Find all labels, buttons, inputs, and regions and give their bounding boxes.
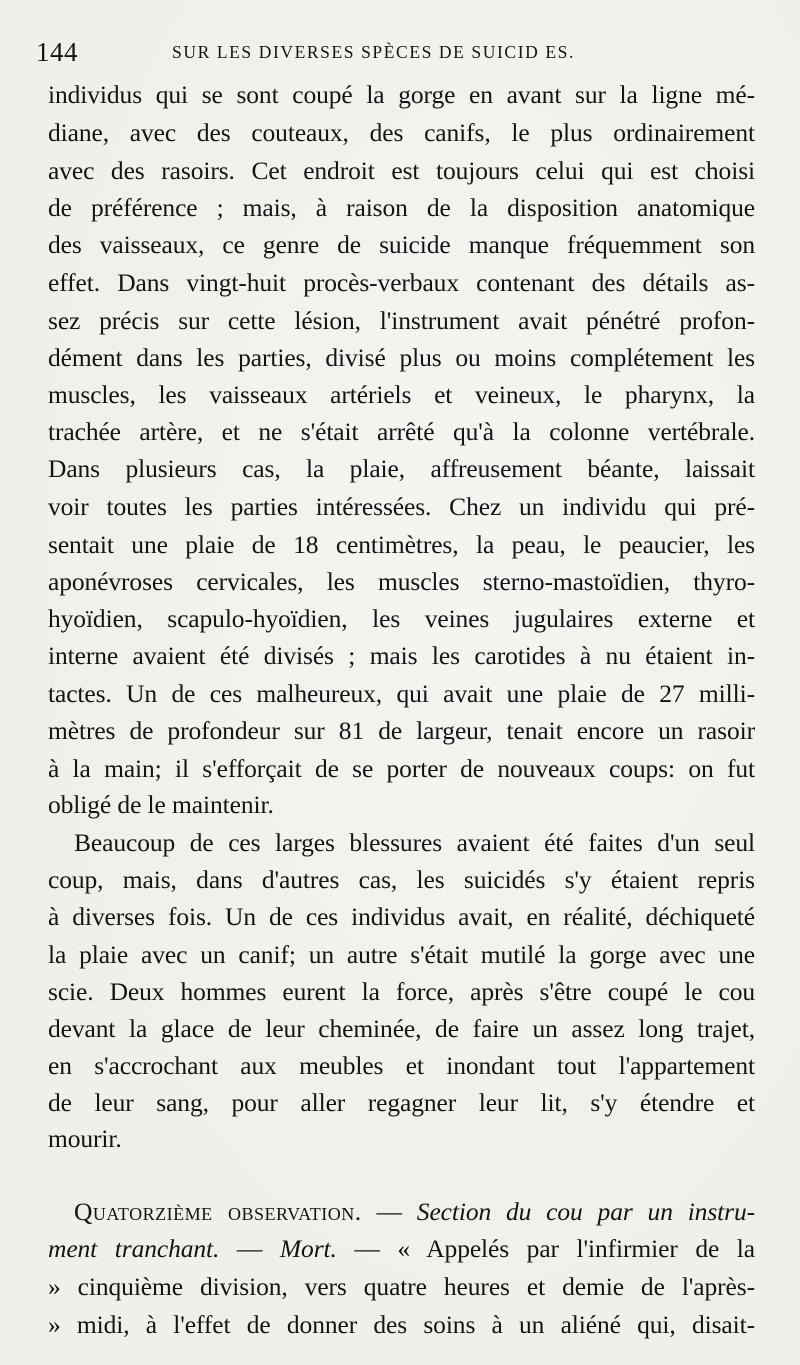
text-line: trachée artère, et ne s'était arrêté qu'à la colonne vertébrale. [48, 417, 755, 446]
page-header [36, 36, 756, 72]
text-line: sentait une plaie de 18 centimètres, la peau, le peaucier, les [48, 530, 755, 559]
text-line: effet. Dans vingt-huit procès-verbaux contenant des détails as- [48, 268, 755, 297]
text-line: voir toutes les parties intéressées. Chez un individu qui pré- [48, 492, 755, 521]
text-line: aponévroses cervicales, les muscles sterno-mastoïdien, thyro- [48, 567, 755, 596]
text-line: à la main; il s'efforçait de se porter de nouveaux coups: on fut [48, 754, 755, 783]
text-line: sez précis sur cette lésion, l'instrument avait pénétré profon- [48, 306, 755, 335]
text-line: muscles, les vaisseaux artériels et veineux, le pharynx, la [48, 380, 755, 409]
text-line: à diverses fois. Un de ces individus avait, en réalité, déchiqueté [48, 902, 755, 931]
observation-line-2: ment tranchant. — Mort. — « Appelés par l'infirmier de la [48, 1234, 756, 1263]
text-line: coup, mais, dans d'autres cas, les suicidés s'y étaient repris [48, 865, 755, 894]
text-line: dément dans les parties, divisé plus ou moins complétement les [48, 343, 755, 372]
text-line: Dans plusieurs cas, la plaie, affreusement béante, laissait [48, 454, 755, 483]
text-line: diane, avec des couteaux, des canifs, le plus ordinairement [48, 118, 755, 147]
text-line: de leur sang, pour aller regagner leur lit, s'y étendre et [48, 1088, 755, 1117]
text-line: » cinquième division, vers quatre heures et demie de l'après- [48, 1272, 755, 1301]
text-line: avec des rasoirs. Cet endroit est toujours celui qui est choisi [48, 156, 755, 185]
observation-outcome: Mort. [279, 1234, 337, 1263]
text-line: hyoïdien, scapulo-hyoïdien, les veines jugulaires externe et [48, 604, 755, 633]
running-head: SUR LES DIVERSES SPÈCES DE SUICID ES. [172, 42, 575, 62]
text-line: » midi, à l'effet de donner des soins à un aliéné qui, disait- [48, 1310, 755, 1339]
observation-heading-line: Quatorzième observation. — Section du cou par un instru- [74, 1197, 756, 1226]
page-number: 144 [36, 37, 78, 67]
text-line: tactes. Un de ces malheureux, qui avait une plaie de 27 milli- [48, 679, 755, 708]
text-line: obligé de le maintenir. [48, 790, 274, 819]
text-line: de préférence ; mais, à raison de la disposition anatomique [48, 193, 755, 222]
text-line: interne avaient été divisés ; mais les carotides à nu étaient in- [48, 641, 755, 670]
text-line: en s'accrochant aux meubles et inondant tout l'appartement [48, 1051, 755, 1080]
text-line: scie. Deux hommes eurent la force, après s'être coupé le cou [48, 977, 755, 1006]
text-line: mètres de profondeur sur 81 de largeur, tenait encore un rasoir [48, 716, 755, 745]
text-line: Beaucoup de ces larges blessures avaient été faites d'un seul [74, 828, 755, 857]
observation-heading: Quatorzième observation. [74, 1197, 362, 1226]
text-line: individus qui se sont coupé la gorge en avant sur la ligne mé- [48, 80, 755, 109]
observation-title: Section du cou par un instru- [416, 1197, 756, 1226]
text-line: la plaie avec un canif; un autre s'était mutilé la gorge avec une [48, 940, 755, 969]
text-line: des vaisseaux, ce genre de suicide manque fréquemment son [48, 230, 755, 259]
text-line: devant la glace de leur cheminée, de faire un assez long trajet, [48, 1014, 755, 1043]
quote-start: « Appelés par l'infirmier de la [397, 1234, 756, 1263]
text-line: mourir. [48, 1124, 122, 1153]
